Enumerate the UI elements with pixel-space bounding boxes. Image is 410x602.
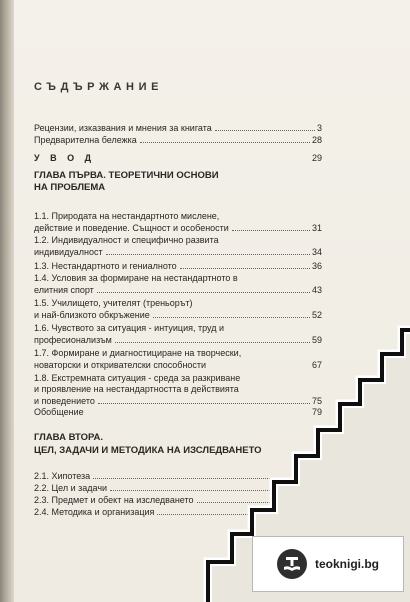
toc-item-2-3: 2.3. Предмет и обект на изследването — [34, 494, 322, 506]
chapter-two-title-line1: ГЛАВА ВТОРА. — [34, 432, 104, 443]
teoknigi-watermark — [252, 536, 404, 592]
toc-heading: СЪДЪРЖАНИЕ — [34, 81, 164, 93]
chapter-one-title-line2: НА ПРОБЛЕМА — [34, 182, 106, 193]
toc-item-1-5: и най-близкото обкръжение 52 — [34, 310, 322, 320]
toc-item-1-6-line1: 1.6. Чувството за ситуация - интуиция, труд и — [34, 323, 224, 333]
toc-item-1-1: действие и поведение. Същност и особености 31 — [34, 223, 322, 233]
toc-entry-preface: Предварителна бележка 28 — [34, 135, 322, 145]
toc-item-1-1-line1: 1.1. Природата на нестандартното мислене, — [34, 211, 220, 221]
chapter-two-title-line2: ЦЕЛ, ЗАДАЧИ И МЕТОДИКА НА ИЗСЛЕДВАНЕТО — [34, 445, 262, 456]
toc-item-1-8: и поведението 75 — [34, 396, 322, 406]
toc-entry-reviews: Рецензии, изказвания и мнения за книгата 3 — [34, 123, 322, 133]
toc-item-1-5-line1: 1.5. Училището, учителят (треньорът) — [34, 298, 193, 308]
toc-item-2-1: 2.1. Хипотеза — [34, 470, 322, 482]
toc-item-1-3: 1.3. Нестандартното и гениалното 36 — [34, 261, 322, 271]
toc-item-1-2: индивидуалност 34 — [34, 247, 322, 257]
toc-item-1-4-line1: 1.4. Условия за формиране на нестандартното в — [34, 273, 238, 283]
toc-item-1-7: новаторски и откривателски способности 67 — [34, 360, 322, 370]
toc-entry-introduction: У В О Д 29 — [34, 153, 322, 163]
toc-item-1-8-line2: и проявление на нестандартността в действията — [34, 384, 239, 394]
toc-item-1-7-line1: 1.7. Формиране и диагностициране на творчески, — [34, 348, 242, 358]
toc-item-1-2-line1: 1.2. Индивидуалност и специфично развита — [34, 235, 219, 245]
toc-item-1-4: елитния спорт 43 — [34, 285, 322, 295]
watermark-text: teoknigi.bg — [315, 557, 379, 571]
chapter-one-title-line1: ГЛАВА ПЪРВА. ТЕОРЕТИЧНИ ОСНОВИ — [34, 170, 219, 181]
toc-item-2-2: 2.2. Цел и задачи — [34, 482, 322, 494]
toc-item-summary: Обобщение 79 — [34, 407, 322, 417]
toc-item-2-4: 2.4. Методика и организация — [34, 506, 322, 518]
toc-item-1-6: професионализъм 59 — [34, 335, 322, 345]
toc-item-1-8-line1: 1.8. Екстремната ситуация - среда за разкриване — [34, 373, 241, 383]
book-t-logo-icon — [277, 549, 307, 579]
